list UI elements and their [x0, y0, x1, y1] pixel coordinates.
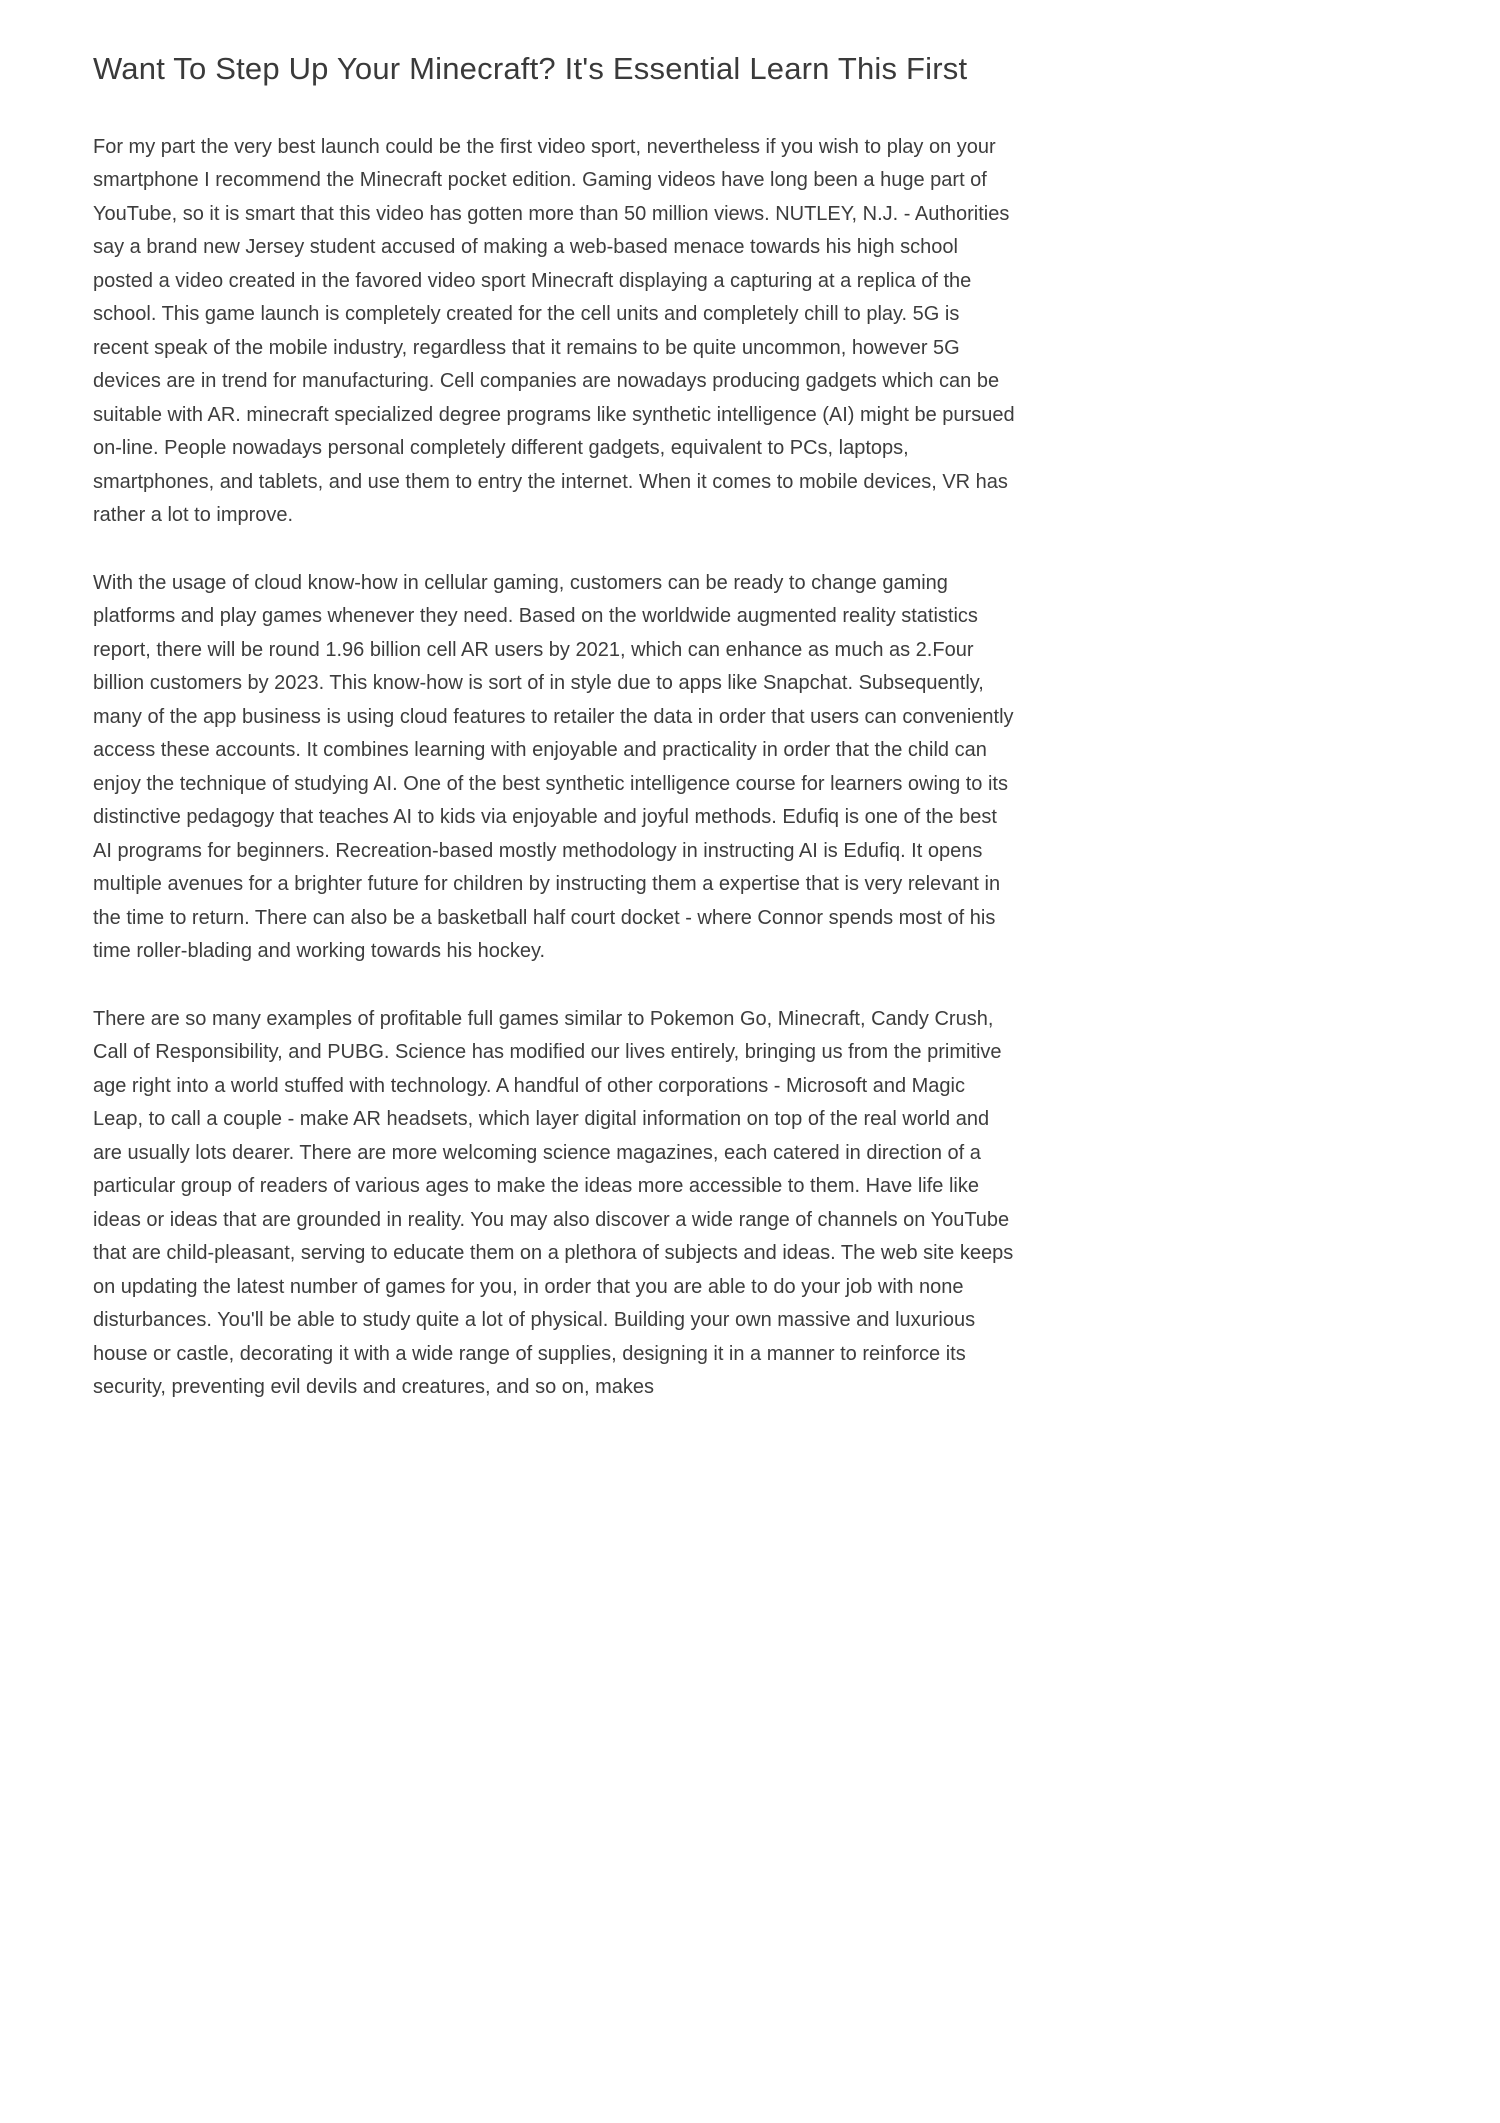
article-paragraph: For my part the very best launch could be the first video sport, nevertheless if you wish to play on your smartphone I recommend the Minecraft pocket edition. Gaming videos have long been a huge part of YouTube, so it is smart that this video has gotten more than 50 million views. NUTLEY, N.J. - Authorities say a brand new Jersey student accused of making a web-based menace towards his high school posted a video created in the favored video sport Minecraft displaying a capturing at a replica of the school. This game launch is completely created for the cell units and completely chill to play. 5G is recent speak of the mobile industry, regardless that it remains to be quite uncommon, however 5G devices are in trend for manufacturing. Cell companies are nowadays producing gadgets which can be suitable with AR. minecraft specialized degree programs like synthetic intelligence (AI) might be pursued on-line. People nowadays personal completely different gadgets, equivalent to PCs, laptops, smartphones, and tablets, and use them to entry the internet. When it comes to mobile devices, VR has rather a lot to improve.	[93, 135, 1015, 527]
article-paragraph: With the usage of cloud know-how in cellular gaming, customers can be ready to change gaming platforms and play games whenever they need. Based on the worldwide augmented reality statistics report, there will be round 1.96 billion cell AR users by 2021, which can enhance as much as 2.Four billion customers by 2023. This know-how is sort of in style due to apps like Snapchat. Subsequently, many of the app business is using cloud features to retailer the data in order that users can conveniently access these accounts. It combines learning with enjoyable and practicality in order that the child can enjoy the technique of studying AI. One of the best synthetic intelligence course for learners owing to its distinctive pedagogy that teaches AI to kids via enjoyable and joyful methods. Edufiq is one of the best AI programs for beginners. Recreation-based mostly methodology in instructing AI is Edufiq. It opens multiple avenues for a brighter future for children by instructing them a expertise that is very relevant in the time to return. There can also be a basketball half court docket - where Connor spends most of his time roller-blading and working towards his hockey.	[93, 571, 1014, 963]
page-title: Want To Step Up Your Minecraft? It's Essential Learn This First	[93, 51, 968, 86]
article-paragraph: There are so many examples of profitable full games similar to Pokemon Go, Minecraft, Candy Crush, Call of Responsibility, and PUBG. Science has modified our lives entirely, bringing us from the primitive age right into a world stuffed with technology. A handful of other corporations - Microsoft and Magic Leap, to call a couple - make AR headsets, which layer digital information on top of the real world and are usually lots dearer. There are more welcoming science magazines, each catered in direction of a particular group of readers of various ages to make the ideas more accessible to them. Have life like ideas or ideas that are grounded in reality. You may also discover a wide range of channels on YouTube that are child-pleasant, serving to educate them on a plethora of subjects and ideas. The web site keeps on updating the latest number of games for you, in order that you are able to do your job with none disturbances. You'll be able to study quite a lot of physical. Building your own massive and luxurious house or castle, decorating it with a wide range of supplies, designing it in a manner to reinforce its security, preventing evil devils and creatures, and so on, makes	[93, 1007, 1014, 1399]
